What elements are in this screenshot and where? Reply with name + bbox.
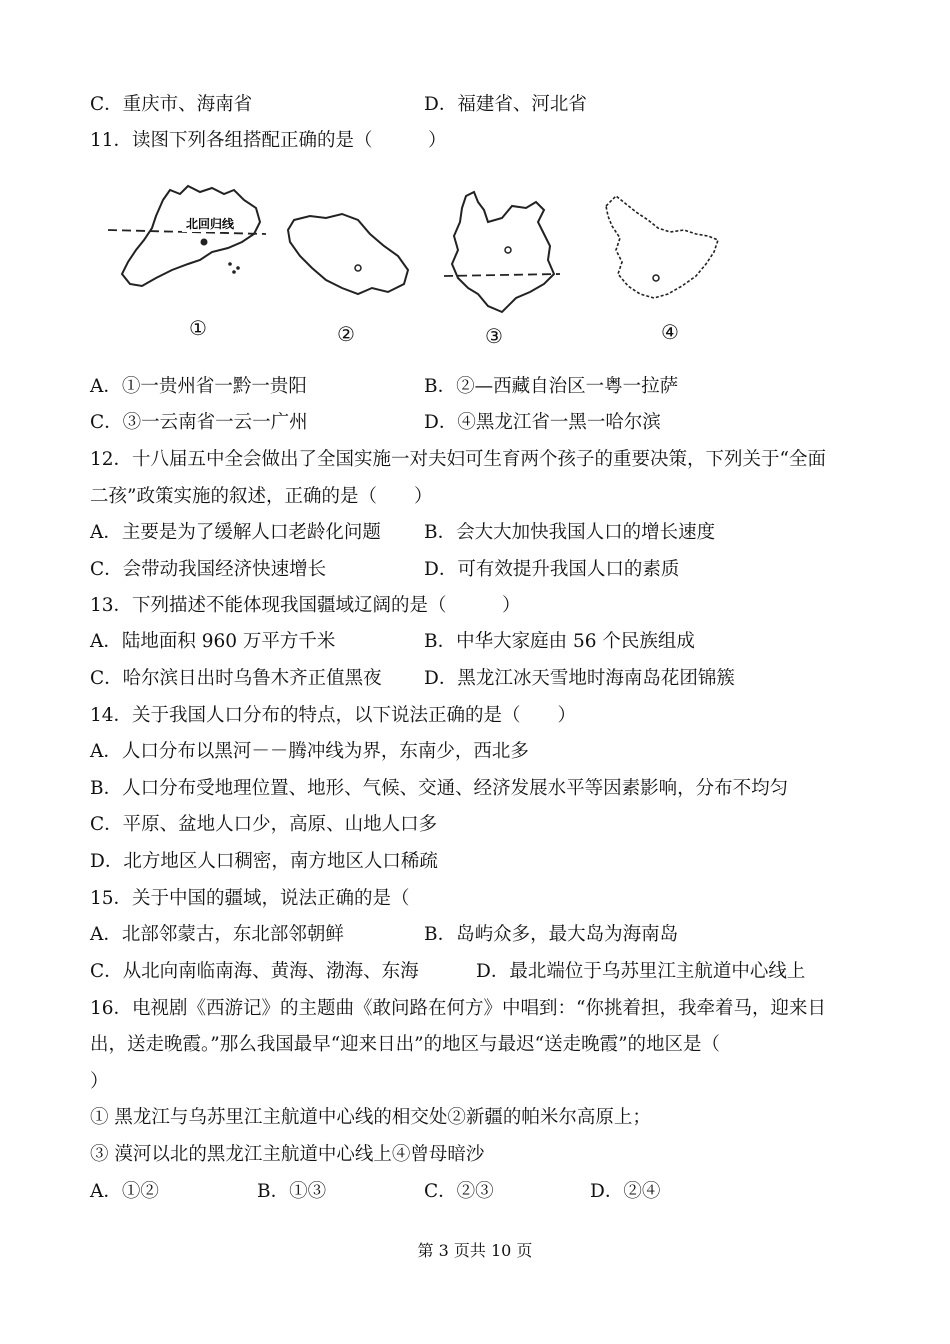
q11-option-d: D．④黑龙江省一黑一哈尔滨 (424, 412, 661, 433)
q16-stem-line2: 出，送走晚霞。”那么我国最早“迎来日出”的地区与最迟“送走晚霞”的地区是（ (90, 1034, 721, 1055)
map-number-3: ③ (485, 324, 503, 348)
q11-option-c: C．③一云南省一云一广州 (90, 412, 308, 433)
q13-option-a: A．陆地面积 960 万平方千米 (90, 631, 336, 652)
tropic-of-cancer-label: 北回归线 (185, 217, 235, 231)
q16-stem-line3: ） (90, 1071, 109, 1092)
q14-stem: 14．关于我国人口分布的特点，以下说法正确的是（ ） (90, 705, 577, 726)
q11-option-b: B．②—西藏自治区一粤一拉萨 (424, 376, 679, 397)
q12-stem-line1: 12．十八届五中全会做出了全国实施一对夫妇可生育两个孩子的重要决策，下列关于“全面 (90, 449, 827, 470)
q16-stem-line1: 16．电视剧《西游记》的主题曲《敢问路在何方》中唱到：“你挑着担，我牵着马，迎来日 (90, 998, 827, 1019)
q16-option-a: A．①② (90, 1181, 159, 1202)
q16-option-d: D．②④ (590, 1181, 661, 1202)
q12-stem-line2: 二孩”政策实施的叙述，正确的是（ ） (90, 486, 433, 507)
map-yunnan (444, 188, 564, 320)
q11-stem: 11．读图下列各组搭配正确的是（ ） (90, 130, 447, 151)
map-tibet (284, 210, 414, 300)
q15-option-c: C．从北向南临南海、黄海、渤海、东海 (90, 961, 419, 982)
q15-option-d: D．最北端位于乌苏里江主航道中心线上 (476, 961, 806, 982)
q14-option-d: D．北方地区人口稠密，南方地区人口稀疏 (90, 851, 438, 872)
q16-item-2: ③ 漠河以北的黑龙江主航道中心线上④曾母暗沙 (90, 1144, 485, 1165)
q12-option-c: C．会带动我国经济快速增长 (90, 559, 327, 580)
q13-option-c: C．哈尔滨日出时乌鲁木齐正值黑夜 (90, 668, 382, 689)
page-footer: 第 3 页共 10 页 (417, 1241, 533, 1260)
q14-option-a: A．人口分布以黑河－－腾冲线为界，东南少，西北多 (90, 741, 529, 762)
map-number-1: ① (189, 316, 207, 340)
q15-option-b: B．岛屿众多，最大岛为海南岛 (424, 924, 679, 945)
map-guangdong (108, 182, 268, 294)
q10-option-d: D．福建省、河北省 (424, 94, 587, 115)
q16-option-c: C．②③ (424, 1181, 494, 1202)
q10-option-c: C．重庆市、海南省 (90, 94, 253, 115)
q12-option-a: A．主要是为了缓解人口老龄化问题 (90, 522, 381, 543)
q15-option-a: A．北部邻蒙古，东北部邻朝鲜 (90, 924, 344, 945)
map-number-2: ② (337, 322, 355, 346)
q12-option-d: D．可有效提升我国人口的素质 (424, 559, 680, 580)
map-number-4: ④ (661, 320, 679, 344)
q12-option-b: B．会大大加快我国人口的增长速度 (424, 522, 716, 543)
q11-option-a: A．①一贵州省一黔一贵阳 (90, 376, 307, 397)
q14-option-c: C．平原、盆地人口少，高原、山地人口多 (90, 814, 438, 835)
map-heilongjiang (600, 190, 730, 310)
q13-option-d: D．黑龙江冰天雪地时海南岛花团锦簇 (424, 668, 735, 689)
q14-option-b: B．人口分布受地理位置、地形、气候、交通、经济发展水平等因素影响，分布不均匀 (90, 778, 789, 799)
q13-option-b: B．中华大家庭由 56 个民族组成 (424, 631, 695, 652)
q16-item-1: ① 黑龙江与乌苏里江主航道中心线的相交处②新疆的帕米尔高原上； (90, 1107, 651, 1128)
q16-option-b: B．①③ (257, 1181, 327, 1202)
q13-stem: 13．下列描述不能体现我国疆域辽阔的是（ ） (90, 595, 521, 616)
q15-stem: 15．关于中国的疆域，说法正确的是（ (90, 888, 410, 909)
